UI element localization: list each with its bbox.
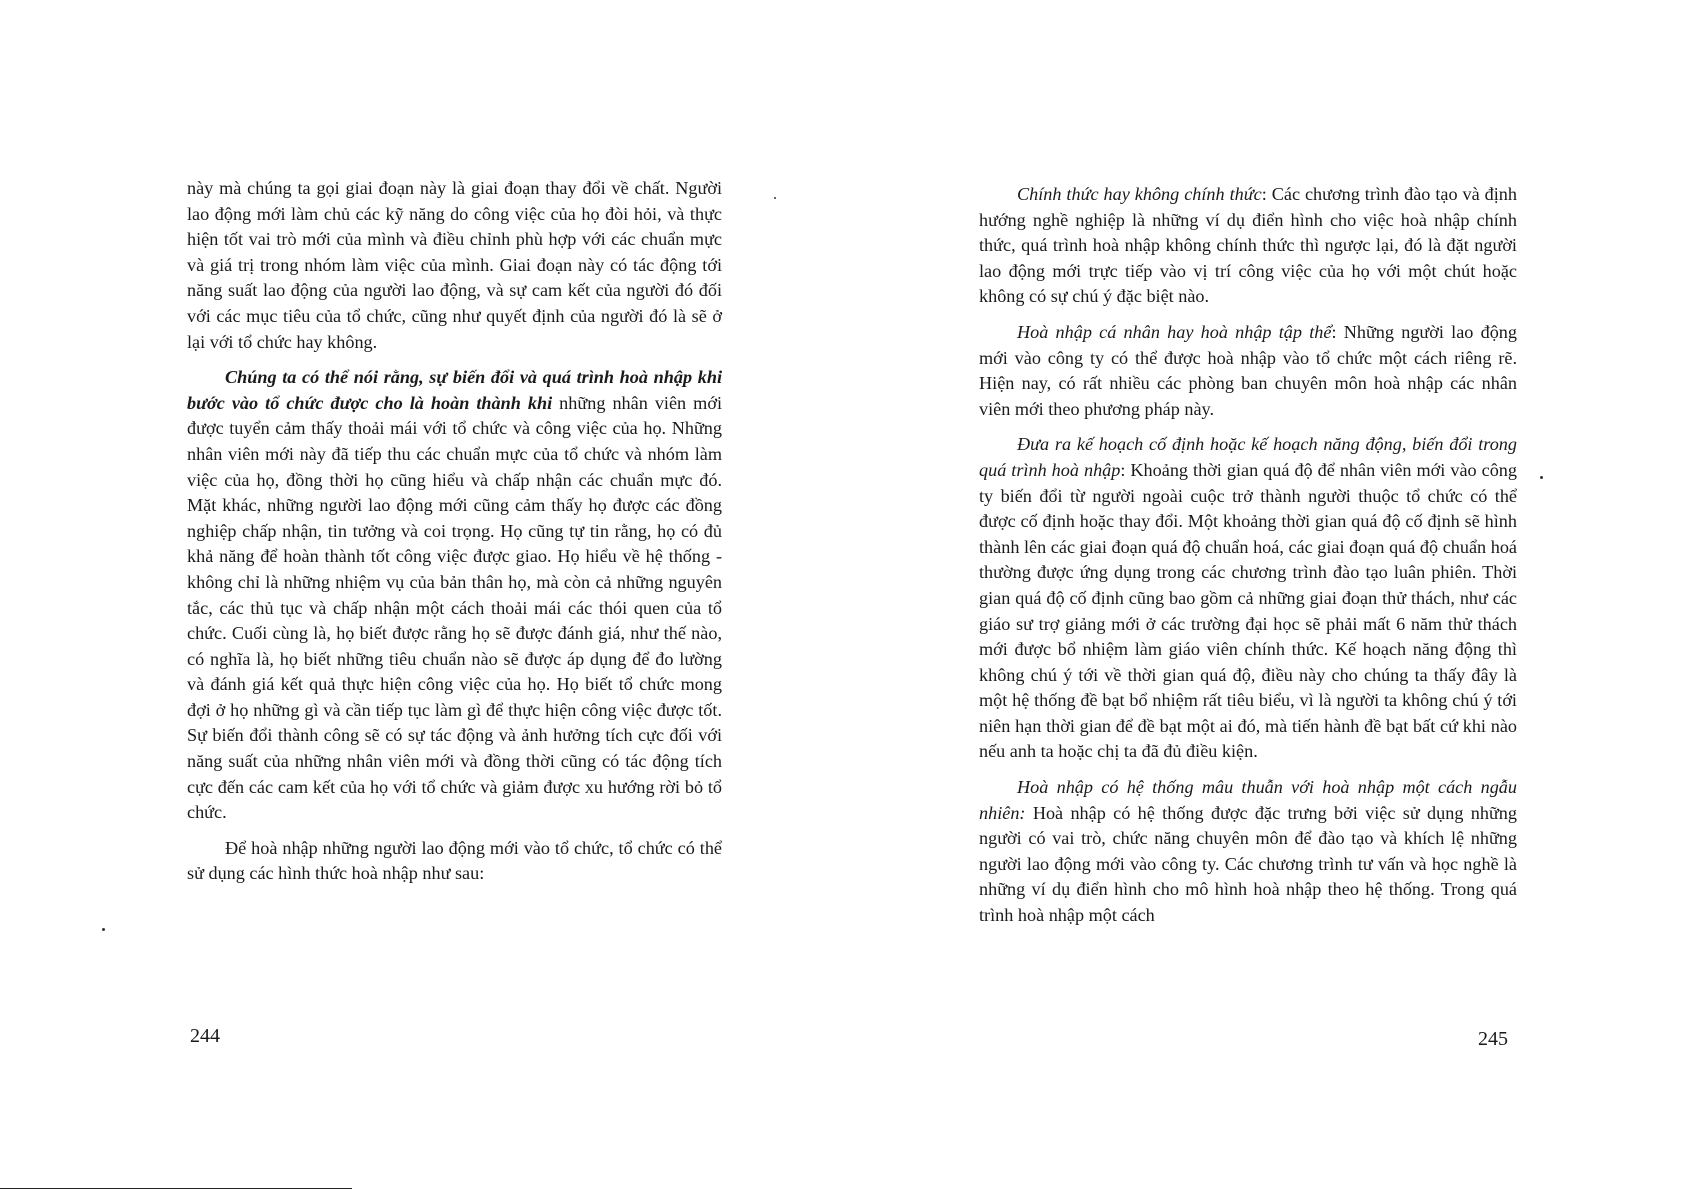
left-page [0,0,842,1191]
scan-speck [102,928,105,931]
paragraph [187,365,722,826]
paragraph-text: Hoà nhập có hệ thống mâu thuẫn với hoà nhập một cách ngẫu nhiên: [979,777,1517,823]
paragraph-text: Chính thức hay không chính thức [1017,184,1262,204]
left-page-text [187,176,722,897]
paragraph-text: này mà chúng ta gọi giai đoạn này là giai đoạn thay đổi về chất. Người lao động mới làm chủ các kỹ năng do công việc của họ đòi hỏi, và thực hiện tốt vai trò mới của mình và điều chỉnh phù hợp với các chuẩn mực và giá trị trong nhóm làm việc của mình. Giai đoạn này có tác động tới năng suất lao động của người lao động, và sự cam kết của người đó đối với các mục tiêu của tổ chức, cũng như quyết định của người đó là sẽ ở lại với tổ chức hay không. [187,178,722,352]
paragraph-text: Hoà nhập cá nhân hay hoà nhập tập thể [1017,321,1332,342]
right-page-text [979,182,1517,939]
right-page [842,0,1685,1191]
page-number-right: 245 [1478,1028,1508,1050]
paragraph-text: Đưa ra kế hoạch cố định hoặc kế hoạch năng động, biến đổi trong quá trình hoà nhập [979,434,1517,480]
paragraph-text: : Các chương trình đào tạo và định hướng nghề nghiệp là những ví dụ điển hình cho việc hoà nhập chính thức, quá trình hoà nhập không chính thức thì ngược lại, đó là đặt người lao động mới trực tiếp vào vị trí công việc của họ với một chút hoặc không có sự chú ý đặc biệt nào. [979,184,1517,307]
paragraph-text: Hoà nhập có hệ thống được đặc trưng bởi việc sử dụng những người có vai trò, chức năng chuyên môn để đào tạo và khích lệ những người lao động mới vào công ty. Các chương trình tư vấn và học nghề là những ví dụ điển hình cho mô hình hoà nhập theo hệ thống. Trong quá trình hoà nhập một cách [979,802,1517,926]
paragraph-text: : Khoảng thời gian quá độ để nhân viên mới vào công ty biến đổi từ người ngoài cuộc trở thành người thuộc tổ chức có thể được cố định hoặc thay đổi. Một khoảng thời gian quá độ cố định sẽ hình thành lên các giai đoạn quá độ chuẩn hoá, các giai đoạn quá độ chuẩn hoá thường được ứng dụng trong các chương trình đào tạo luân phiên. Thời gian quá độ cố định cũng bao gồm cả những giai đoạn thử thách, như các giáo sư trợ giảng mới ở các trường đại học sẽ phải mất 6 năm thử thách mới được bổ nhiệm làm giáo viên chính thức. Kế hoạch năng động thì không chú ý tới về thời gian quá độ, điều này cho chúng ta thấy đây là một hệ thống đề bạt bổ nhiệm rất tiêu biểu, vì là người ta không chú ý tới niên hạn thời gian để đề bạt một ai đó, mà tiến hành đề bạt bất cứ khi nào nếu anh ta hoặc chị ta đã đủ điều kiện. [979,459,1517,762]
paragraph [979,432,1517,765]
scan-speck [1540,476,1543,479]
paragraph-text: Để hoà nhập những người lao động mới vào tổ chức, tổ chức có thể sử dụng các hình thức hoà nhập như sau: [187,837,722,884]
scan-speck [774,197,776,199]
paragraph [979,775,1517,929]
paragraph [187,836,722,887]
page-number-left: 244 [190,1025,220,1047]
paragraph [979,182,1517,310]
bottom-edge-rule [0,1188,352,1189]
paragraph-text: : Những người lao động mới vào công ty có thể được hoà nhập vào tổ chức một cách riêng rẽ. Hiện nay, có rất nhiều các phòng ban chuyên môn hoà nhập các nhân viên mới theo phương pháp này. [979,321,1517,419]
paragraph [979,320,1517,422]
paragraph [187,176,722,355]
paragraph-text: Chúng ta có thể nói rằng, sự biến đổi và quá trình hoà nhập khi bước vào tổ chức được cho là hoàn thành khi [187,367,722,413]
paragraph-text: những nhân viên mới được tuyển cảm thấy thoải mái với tổ chức và công việc của họ. Những nhân viên mới này đã tiếp thu các chuẩn mực của tổ chức và nhóm làm việc của họ, đồng thời họ cũng hiểu và chấp nhận các chuẩn mực đó. Mặt khác, những người lao động mới cũng cảm thấy họ được các đồng nghiệp chấp nhận, tin tưởng và coi trọng. Họ cũng tự tin rằng, họ có đủ khả năng để hoàn thành tốt công việc được giao. Họ hiểu về hệ thống - không chỉ là những nhiệm vụ của bản thân họ, mà còn cả những nguyên tắc, các thủ tục và chấp nhận một cách thoải mái các thói quen của tổ chức. Cuối cùng là, họ biết được rằng họ sẽ được đánh giá, như thế nào, có nghĩa là, họ biết những tiêu chuẩn nào sẽ được áp dụng để đo lường và đánh giá kết quả thực hiện công việc của họ. Họ biết tổ chức mong đợi ở họ những gì và cần tiếp tục làm gì để thực hiện công việc được tốt. Sự biến đổi thành công sẽ có sự tác động và ảnh hưởng tích cực đối với năng suất của những nhân viên mới và đồng thời cũng có tác động tích cực đến các cam kết của họ với tổ chức và giảm được xu hướng rời bỏ tổ chức. [187,392,723,823]
